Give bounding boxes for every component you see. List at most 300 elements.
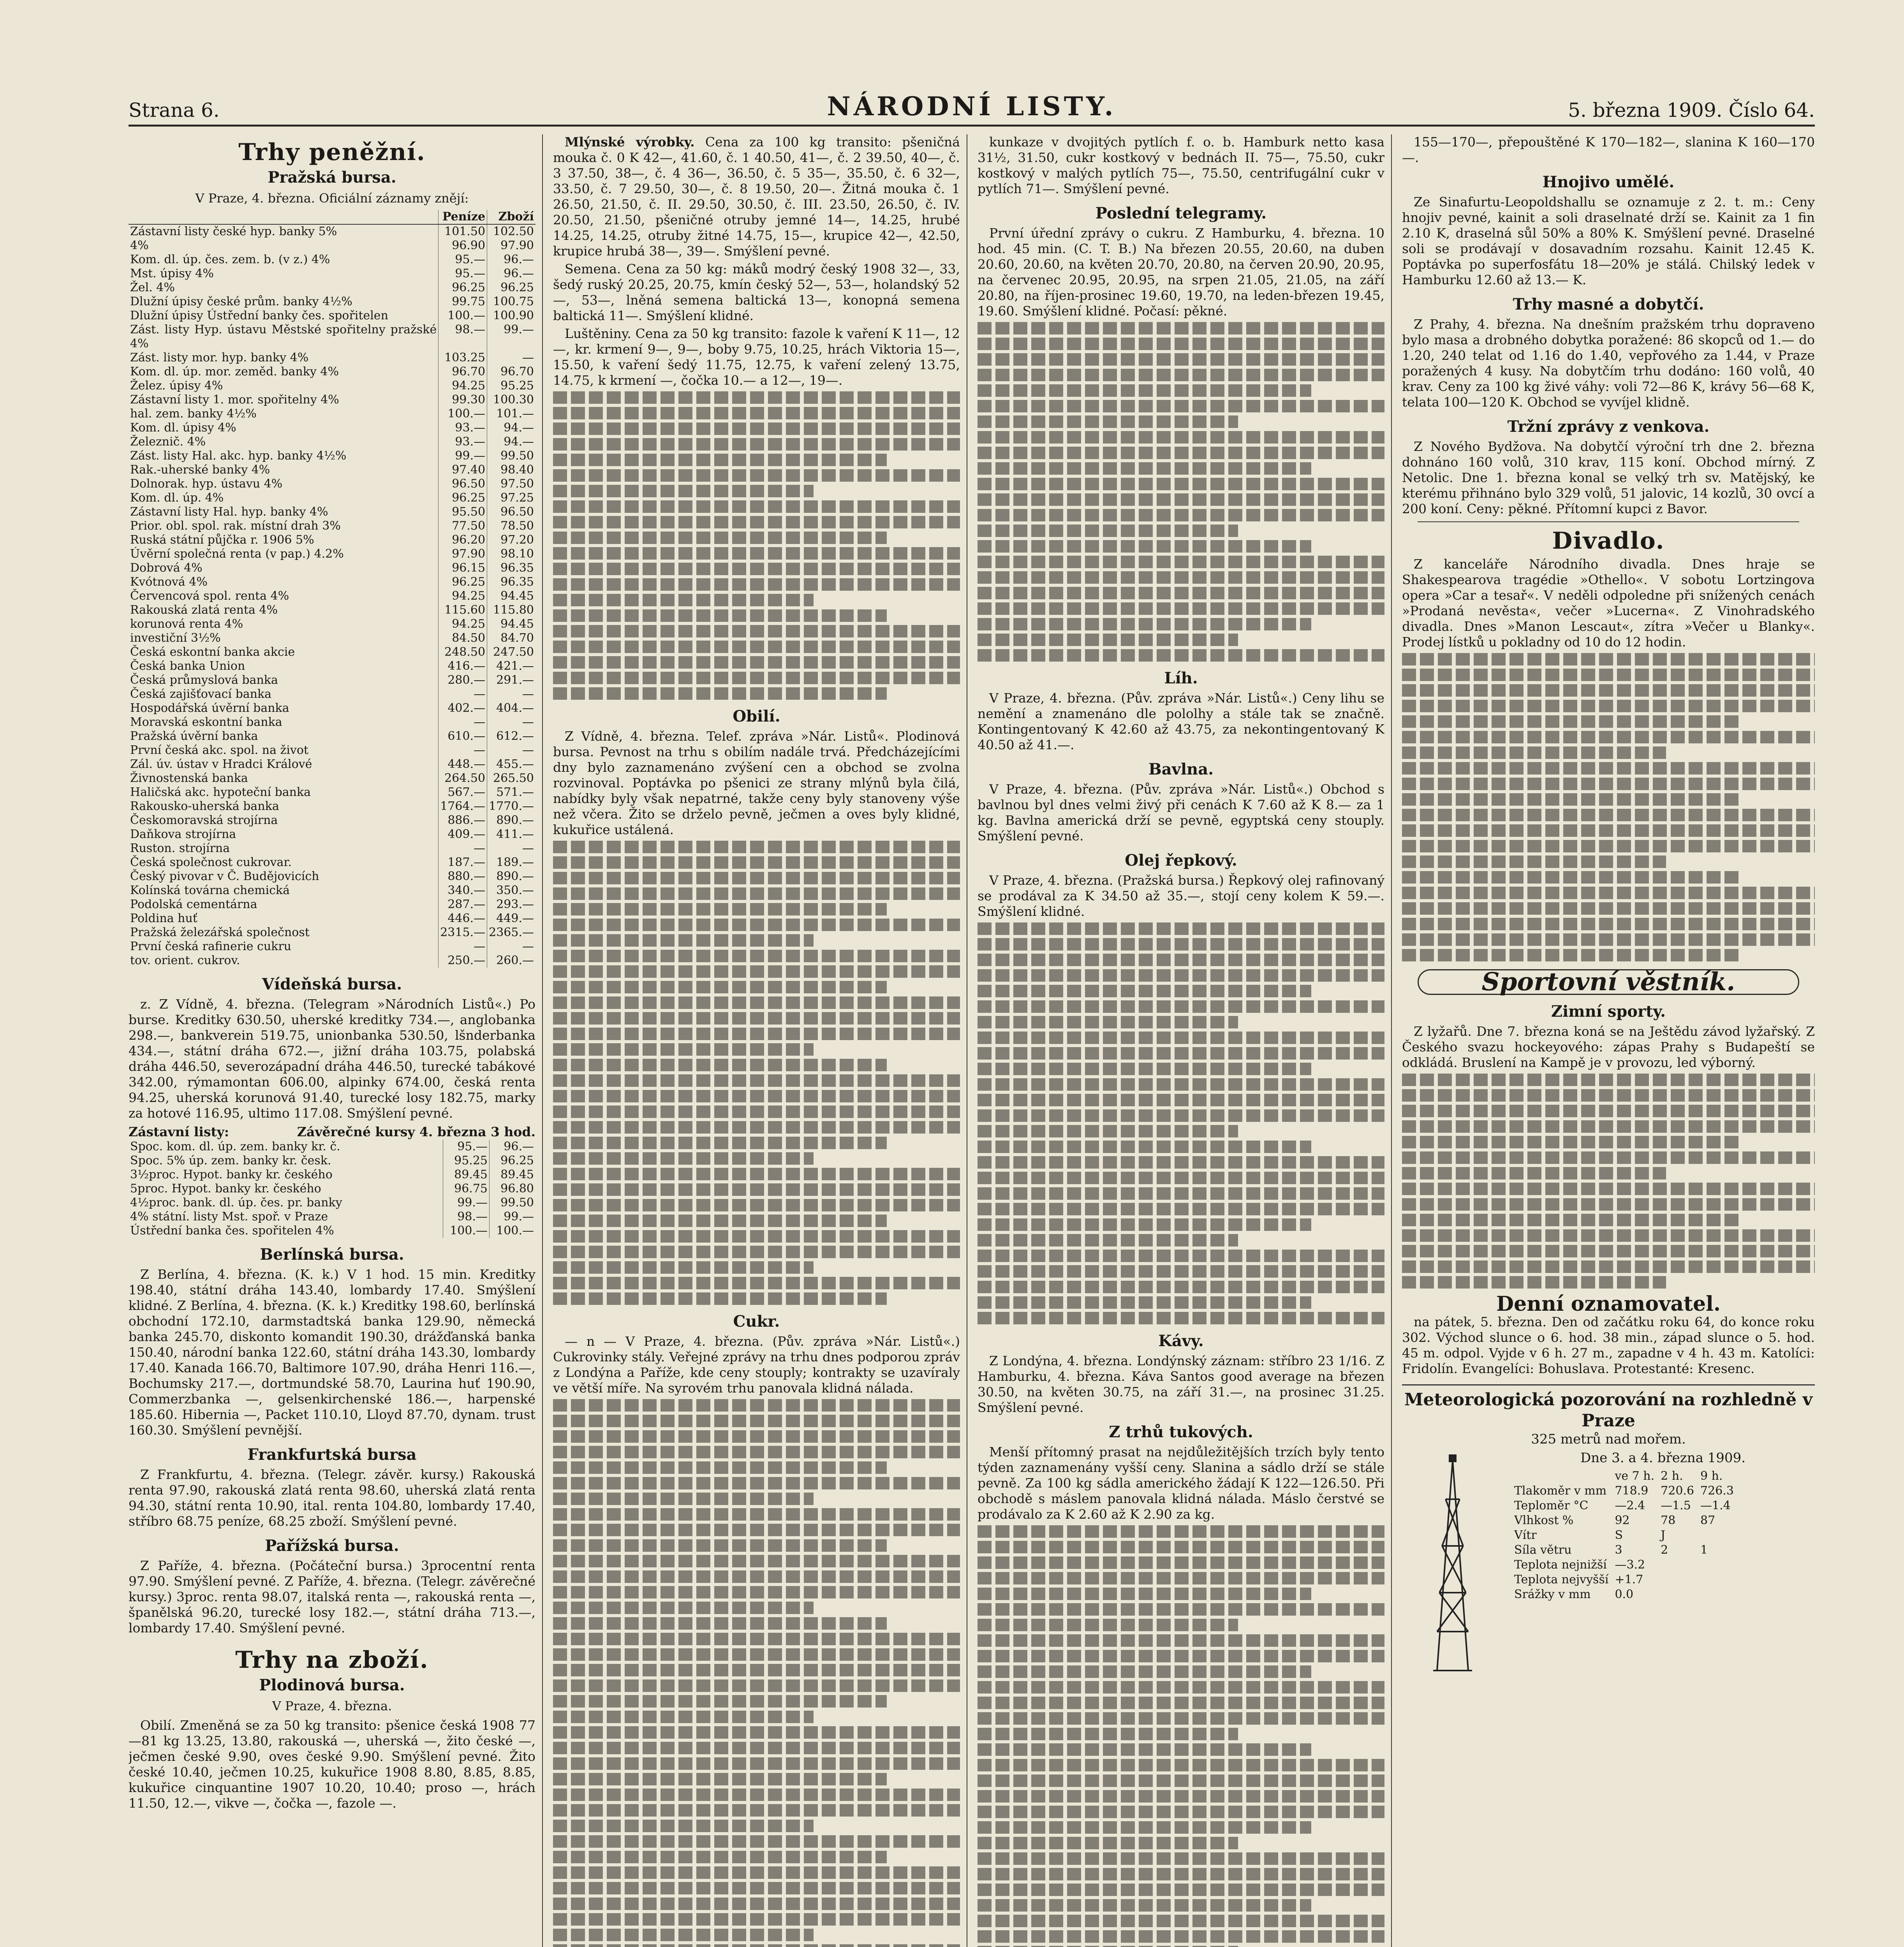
table-cell: 100.— xyxy=(490,1224,536,1238)
table-cell: korunová renta 4% xyxy=(130,617,243,631)
table-cell: 4% státní. listy Mst. spoř. v Praze xyxy=(130,1210,328,1223)
text-line-placeholder xyxy=(978,462,1311,475)
table-cell: 96.15 xyxy=(439,561,487,575)
table-cell: Vítr xyxy=(1514,1528,1537,1542)
table-cell: Pražská železářská společnost xyxy=(130,926,310,939)
table-cell: 2 xyxy=(1661,1543,1668,1557)
table-cell: 726.3 xyxy=(1700,1484,1734,1498)
text-line-placeholder xyxy=(1402,1260,1815,1273)
text-line-placeholder xyxy=(978,1265,1384,1278)
table-header: ve 7 h. xyxy=(1615,1469,1655,1483)
table-cell: 340.— xyxy=(439,884,487,898)
text-line-placeholder xyxy=(553,469,960,482)
table-cell: 189.— xyxy=(487,856,535,870)
table-row xyxy=(129,281,535,295)
section-title: Olej řepkový. xyxy=(1125,851,1237,870)
table-cell: 5proc. Hypot. banky kr. českého xyxy=(130,1182,321,1195)
text-line-placeholder xyxy=(978,1525,1384,1538)
table-cell: Haličská akc. hypoteční banka xyxy=(130,785,311,799)
table-cell: —3.2 xyxy=(1615,1558,1645,1572)
inline-heading: Mlýnské výrobky. xyxy=(565,134,695,150)
text-line-placeholder xyxy=(1402,1136,1740,1148)
table-cell: Dobrová 4% xyxy=(130,561,203,575)
table-row xyxy=(129,295,535,309)
text-line-placeholder xyxy=(553,1277,960,1289)
table-row xyxy=(129,785,535,799)
table-cell: 1764.— xyxy=(439,799,487,813)
table-cell: 446.— xyxy=(439,912,487,926)
table-row xyxy=(129,253,535,267)
text-line-placeholder xyxy=(553,1898,960,1910)
text-line-placeholder xyxy=(553,407,960,419)
table-cell: 102.50 xyxy=(487,224,535,239)
text-line-placeholder xyxy=(553,1742,960,1754)
table-cell: 96.25 xyxy=(439,491,487,505)
text-line-placeholder xyxy=(553,1261,814,1274)
table-cell: 99.75 xyxy=(439,295,487,309)
table-cell: 416.— xyxy=(439,659,487,673)
text-line-placeholder xyxy=(553,1106,960,1118)
article-text: Z Berlína, 4. března. (K. k.) V 1 hod. 15 min. Kreditky 198.40, státní dráha 143.40, lombardy 17.40. Smýšlení klidné. Z Berlína, 4. března. (K. k.) Kreditky 198.60, berlínská obchodní 172.10, darmstadtská banka 129.90, německá banka 245.70, diskonto komandit 190.30, drážďanská banka 150.40, národní banka 122.60, státní dráha 143.30, lombardy 17.40. Kanada 166.70, Baltimore 107.90, dráha Henri 116.—, Bochumsky 217.—, dortmundské 58.70, Laurina huť 190.90, Commerzbanka —, gelsenkirchenské 186.—, harpenské 185.60. Hibernia —, Packet 110.10, Lloyd 87.70, dynam. trust 160.30. Smýšlení pevnější. xyxy=(129,1267,535,1438)
text-line-placeholder xyxy=(1402,887,1815,899)
table-cell: 720.6 xyxy=(1661,1484,1694,1498)
table-cell: 97.50 xyxy=(487,477,535,491)
pledge-title: Zástavní listy: xyxy=(129,1124,229,1139)
table-row xyxy=(1511,1543,1737,1558)
table-cell: 187.— xyxy=(439,856,487,870)
table-cell: Ruská státní půjčka r. 1906 5% xyxy=(130,533,314,547)
text-line-placeholder xyxy=(553,422,960,435)
text-line-placeholder xyxy=(553,1789,960,1801)
section-title: Cukr. xyxy=(733,1312,780,1331)
text-line-placeholder xyxy=(553,1539,887,1552)
text-line-placeholder xyxy=(1402,1151,1815,1164)
table-cell: 886.— xyxy=(439,813,487,827)
text-line-placeholder xyxy=(553,1074,960,1087)
table-row xyxy=(129,239,535,253)
table-row xyxy=(129,715,535,729)
table-cell: První česká akc. spol. na život xyxy=(130,743,308,757)
article-text: Semena. Cena za 50 kg: máků modrý český 1908 32—, 33, šedý ruský 20.25, 20.75, kmín český 52—, 53—, holandský 52—, 53—, lněná semena baltická 13—, konopná semena baltická 11—. Smýšlení klidné. xyxy=(553,261,960,323)
table-cell: 96.90 xyxy=(439,239,487,253)
table-cell: 264.50 xyxy=(439,771,487,785)
article-text: na pátek, 5. března. Den od začátku roku 64, do konce roku 302. Východ slunce o 6. hod. 38 min., západ slunce o 5. hod. 45 m. odpol. Vyjde v 6 h. 27 m., zapadne v 4 h. 43 m. Katolíci: Fridolín. Evangelíci: Bohuslava. Protestanté: Kresenc. xyxy=(1402,1314,1815,1376)
table-cell: 94.45 xyxy=(487,589,535,603)
column-2 xyxy=(553,134,960,1947)
text-line-placeholder xyxy=(1402,1105,1815,1117)
article-text: Z Vídně, 4. března. Telef. zpráva »Nár. Listů«. Plodinová bursa. Pevnost na trhu s obilím nadále trvá. Předcházejícími dny bylo zaznamenáno zvýšení cen a obchod se zvolna rozvinoval. Poptávka po pšenici ze strany mlýnů byla čilá, nabídky byly však nepatrné, takže ceny byly stanoveny výše než včera. Žito se drželo pevně, ječmen a oves byly klidné, kukuřice ustálená. xyxy=(553,729,960,837)
table-cell: 97.90 xyxy=(439,547,487,561)
table-cell: investiční 3½% xyxy=(130,631,221,645)
table-cell: Hospodářská úvěrní banka xyxy=(130,701,289,715)
pledge-heading xyxy=(129,1124,535,1140)
table-cell: 100.75 xyxy=(487,295,535,309)
text-line-placeholder xyxy=(1402,793,1740,806)
table-row xyxy=(129,912,535,926)
table-row xyxy=(129,393,535,407)
table-header: Peníze xyxy=(439,210,487,224)
table-cell: Kom. dl. úpisy 4% xyxy=(130,421,236,435)
table-header: 2 h. xyxy=(1661,1469,1683,1483)
exchange-rates-table xyxy=(129,210,535,968)
text-line-placeholder xyxy=(1402,653,1815,665)
section-subtitle: Plodinová bursa. xyxy=(259,1676,405,1694)
table-row xyxy=(129,1210,535,1224)
text-line-placeholder xyxy=(978,415,1238,428)
text-line-placeholder xyxy=(978,1884,1384,1896)
table-cell: Český pivovar v Č. Budějovicích xyxy=(130,870,319,883)
text-line-placeholder xyxy=(978,1094,1384,1106)
table-cell: 101.— xyxy=(487,407,535,421)
table-row xyxy=(129,1154,535,1168)
text-line-placeholder xyxy=(553,1929,814,1941)
table-row xyxy=(129,757,535,771)
section-title: Tržní zprávy z venkova. xyxy=(1507,417,1710,436)
table-row xyxy=(1511,1558,1737,1572)
text-line-placeholder xyxy=(553,1695,887,1708)
table-row xyxy=(129,617,535,631)
table-cell: 96.25 xyxy=(490,1154,536,1168)
table-header: 9 h. xyxy=(1700,1469,1723,1483)
article-text: kunkaze v dvojitých pytlích f. o. b. Hamburk netto kasa 31½, 31.50, cukr kostkový v bednách II. 75—, 75.50, cukr kostkový v malých pytlích 75—, 75.50, centrifugální cukr v pytlích 71—. Smýšlení pevné. xyxy=(978,134,1384,196)
text-line-placeholder xyxy=(978,1250,1384,1262)
text-line-placeholder xyxy=(553,391,960,404)
text-line-placeholder xyxy=(553,641,960,653)
text-line-placeholder xyxy=(978,649,1384,662)
text-line-placeholder xyxy=(1402,1074,1815,1086)
table-cell: Zást. listy mor. hyp. banky 4% xyxy=(130,351,309,364)
table-cell: 455.— xyxy=(487,757,535,771)
table-cell: 571.— xyxy=(487,785,535,799)
text-line-placeholder xyxy=(553,919,960,931)
text-line-placeholder xyxy=(978,587,1384,599)
text-line-placeholder xyxy=(553,872,960,884)
text-line-placeholder xyxy=(553,454,887,466)
text-line-placeholder xyxy=(978,431,1384,444)
table-row xyxy=(129,379,535,393)
table-cell: 100.30 xyxy=(487,393,535,407)
text-line-placeholder xyxy=(1402,949,1740,961)
text-line-placeholder xyxy=(978,969,1384,982)
text-line-placeholder xyxy=(553,965,960,978)
section-title: Zimní sporty. xyxy=(1551,1002,1666,1021)
text-line-placeholder xyxy=(553,1944,960,1947)
table-cell: 96.80 xyxy=(490,1182,536,1196)
text-line-placeholder xyxy=(553,856,960,869)
text-line-placeholder xyxy=(553,1757,960,1770)
text-line-placeholder xyxy=(978,1603,1384,1616)
text-line-placeholder xyxy=(978,1234,1238,1246)
masthead-title: NÁRODNÍ LISTY. xyxy=(827,91,1117,121)
table-row xyxy=(129,659,535,673)
text-line-placeholder xyxy=(553,1183,960,1196)
article-text: z. Z Vídně, 4. března. (Telegram »Národních Listů«.) Po burse. Kreditky 630.50, uherské kreditky 734.—, anglobanka 298.—, bankverein 519.75, unionbanka 530.50, lšnderbanka 434.—, státní dráha 672.—, jižní dráha 103.75, polabská dráha 446.50, severozápadní dráha 446.50, turecké tabákové 342.00, rýmamontan 606.00, alpinky 674.00, česká renta 94.25, uherská korunová 91.40, turecké losy 182.75, marky za hotové 116.95, ultimo 117.08. Smýšlení pevné. xyxy=(129,996,535,1121)
table-row xyxy=(129,1196,535,1210)
table-row xyxy=(129,505,535,519)
table-cell: Žel. 4% xyxy=(130,281,175,294)
table-row xyxy=(129,533,535,547)
article-text: Luštěniny. Cena za 50 kg transito: fazole k vaření K 11—, 12—, kr. krmení 9—, 9—, boby 9.75, 10.25, hrách Viktoria 15—, 15.50, k vaření šedý 11.75, 12.75, k vaření zelený 13.75, 14.75, k krmení —, čočka 10.— a 12—, 19—. xyxy=(553,326,960,388)
table-cell: Česká eskontní banka akcie xyxy=(130,645,295,659)
text-line-placeholder xyxy=(978,1572,1384,1584)
table-cell: Zást. listy Hal. akc. hyp. banky 4½% xyxy=(130,449,347,463)
text-line-placeholder xyxy=(553,1415,960,1427)
text-line-placeholder xyxy=(978,1868,1384,1880)
text-line-placeholder xyxy=(978,1728,1238,1740)
article-text: Z Nového Bydžova. Na dobytčí výroční trh dne 2. března dohnáno 160 volů, 310 krav, 115 koní. Obchod mírný. Z Netolic. Dne 1. března konal se velký trh sv. Matějský, ke kterému přihnáno bylo 329 volů, 51 jalovic, 14 kozlů, 30 ovcí a 200 koní. Ceny: pěkné. Přítomní kupci z Bavor. xyxy=(1402,439,1815,516)
table-row xyxy=(129,1224,535,1238)
table-cell: Tlakoměr v mm xyxy=(1514,1484,1607,1498)
text-line-placeholder xyxy=(553,594,814,606)
text-line-placeholder xyxy=(1402,1214,1740,1226)
table-cell xyxy=(1697,1572,1737,1587)
text-line-placeholder xyxy=(978,1650,1384,1662)
table-row xyxy=(129,365,535,379)
text-line-placeholder xyxy=(978,1774,1384,1787)
text-line-placeholder xyxy=(553,1773,887,1785)
table-cell: 77.50 xyxy=(439,519,487,533)
text-line-placeholder xyxy=(553,1726,960,1739)
text-line-placeholder xyxy=(553,1570,960,1583)
text-line-placeholder xyxy=(978,1063,1311,1075)
table-row xyxy=(129,631,535,645)
text-line-placeholder xyxy=(978,1915,1384,1927)
text-line-placeholder xyxy=(553,903,887,915)
text-line-placeholder xyxy=(553,1664,960,1676)
weather-table xyxy=(1511,1469,1737,1602)
text-line-placeholder xyxy=(553,1012,960,1025)
text-line-placeholder xyxy=(978,1556,1384,1569)
page-header xyxy=(129,90,1815,127)
table-cell: 96.50 xyxy=(487,505,535,519)
table-row xyxy=(1511,1587,1737,1602)
table-cell: Zástavní listy 1. mor. spořitelny 4% xyxy=(130,393,339,407)
text-line-placeholder xyxy=(553,500,960,513)
table-cell: Želez. úpisy 4% xyxy=(130,379,223,393)
table-cell: 3 xyxy=(1615,1543,1622,1557)
text-line-placeholder xyxy=(978,1681,1384,1694)
table-cell: 89.45 xyxy=(490,1168,536,1182)
table-cell: 93.— xyxy=(439,435,487,449)
text-line-placeholder xyxy=(1402,669,1815,681)
table-cell: Síla větru xyxy=(1514,1543,1572,1557)
table-row xyxy=(129,435,535,449)
text-line-placeholder xyxy=(978,1141,1311,1153)
table-row xyxy=(129,940,535,954)
table-cell: Kolínská továrna chemická xyxy=(130,884,290,897)
table-cell: Železnič. 4% xyxy=(130,435,206,449)
table-cell: J xyxy=(1661,1528,1666,1542)
text-line-placeholder xyxy=(978,369,1384,381)
table-cell: 97.40 xyxy=(439,463,487,477)
table-cell: 96.25 xyxy=(439,281,487,295)
section-title: Frankfurtská bursa xyxy=(247,1445,417,1464)
table-cell: 98.— xyxy=(439,323,487,351)
column-divider xyxy=(542,134,543,1947)
table-cell: Teploměr °C xyxy=(1514,1499,1589,1512)
text-line-placeholder xyxy=(978,1109,1384,1122)
text-line-placeholder xyxy=(978,1218,1311,1231)
table-cell: Česká banka Union xyxy=(130,659,245,673)
pledge-table xyxy=(129,1140,535,1238)
table-header: Zboží xyxy=(487,210,535,224)
table-cell xyxy=(1697,1558,1737,1572)
text-line-placeholder xyxy=(978,1187,1384,1200)
article-body: Cena za 100 kg transito: pšeničná mouka č. 0 K 42—, 41.60, č. 1 40.50, 41—, č. 2 39.50, 40—, č. 3 37.50, 38—, č. 4 36—, 36.50, č. 5 35—, 35.50, č. 6 32—, 33.50, č. 7 29.50, 30—, č. 8 19.50, 20—. Žitná mouka č. 1 26.50, 21.50, č. II. 29.50, 30.50, č. III. 23.50, 26.50, č. IV. 20.50, 21.50, pšeničné otruby jemné 14—, 14.25, hrubé 14.25, 14.25, otruby žitné 14.75, 15—, krupice 42—, 42.50, krupice hrubá 38—, 39—. Smýšlení pevné. xyxy=(553,134,960,259)
table-cell: Poldina huť xyxy=(130,912,197,925)
table-cell: 293.— xyxy=(487,898,535,912)
table-row xyxy=(129,729,535,743)
article-text: Obilí. Zmeněná se za 50 kg transito: pšenice česká 1908 77—81 kg 13.25, 13.80, rakouská —, uherská —, žito české —, ječmen české 9.90, oves české 9.90. Smýšlení pevné. Žito české 10.40, ječmen 10.25, kukuřice 1908 8.80, 8.85, 8.85, kukuřice cinquantine 1907 10.20, 10.40; proso —, hrách 11.50, 12.—, vikve —, čočka —, fazole —. xyxy=(129,1718,535,1811)
text-line-placeholder xyxy=(978,1697,1384,1709)
section-title: Líh. xyxy=(1164,669,1198,687)
table-row xyxy=(129,561,535,575)
text-line-placeholder xyxy=(553,438,960,451)
text-line-placeholder xyxy=(1402,1276,1666,1289)
table-cell: 402.— xyxy=(439,701,487,715)
text-line-placeholder xyxy=(553,1820,814,1832)
table-row xyxy=(1511,1572,1737,1587)
text-line-placeholder xyxy=(553,1215,887,1227)
table-cell: 94.45 xyxy=(487,617,535,631)
text-line-placeholder xyxy=(553,1246,960,1258)
text-line-placeholder xyxy=(978,384,1311,397)
table-cell: Dlužní úpisy české prům. banky 4½% xyxy=(130,295,352,308)
text-line-placeholder xyxy=(978,1837,1238,1849)
text-line-placeholder xyxy=(553,1804,960,1817)
text-line-placeholder xyxy=(978,1712,1384,1725)
weather-title: Meteorologická pozorování na rozhledně v Praze xyxy=(1404,1390,1813,1431)
table-cell: —1.5 xyxy=(1661,1499,1691,1512)
table-cell: 1770.— xyxy=(487,799,535,813)
section-title: Bavlna. xyxy=(1148,760,1214,778)
issue-date: 5. března 1909. Číslo 64. xyxy=(1568,99,1815,121)
text-line-placeholder xyxy=(553,672,960,684)
table-cell: 103.25 xyxy=(439,351,487,365)
table-header xyxy=(1511,1469,1612,1484)
text-line-placeholder xyxy=(978,954,1384,966)
table-cell: tov. orient. cukrov. xyxy=(130,954,240,967)
table-cell: hal. zem. banky 4½% xyxy=(130,407,257,421)
table-cell: 96.50 xyxy=(439,477,487,491)
table-cell: 265.50 xyxy=(487,771,535,785)
section-title: Obilí. xyxy=(733,707,780,725)
article-text: Z Prahy, 4. března. Na dnešním pražském trhu dopraveno bylo masa a drobného dobytka poražené: 86 skopců od 1.— do 1.20, 240 telat od 1.16 do 1.40, vepřového za 1.44, v Praze poražených 4 kusy. Na dobytčím trhu dodáno: 160 volů, 40 krav. Ceny za 100 kg živé váhy: voli 72—86 K, krávy 56—68 K, telata 100—120 K. Obchod se vyvíjel klidně. xyxy=(1402,317,1815,410)
text-line-placeholder xyxy=(978,1743,1311,1756)
table-cell: 404.— xyxy=(487,701,535,715)
text-line-placeholder xyxy=(978,400,1384,412)
table-cell: 449.— xyxy=(487,912,535,926)
table-header xyxy=(129,210,439,224)
table-row xyxy=(1511,1513,1737,1528)
table-cell: 99.30 xyxy=(439,393,487,407)
table-row xyxy=(129,1140,535,1154)
text-line-placeholder xyxy=(553,547,960,560)
table-cell: 99.— xyxy=(487,323,535,351)
table-cell: Teplota nejvyšší xyxy=(1514,1573,1609,1586)
section-subtitle: Pražská bursa. xyxy=(268,168,396,187)
table-cell: Vlhkost % xyxy=(1514,1514,1574,1527)
table-cell: 96.20 xyxy=(439,533,487,547)
table-cell: Zást. listy Hyp. ústavu Městské spořitelny pražské 4% xyxy=(130,323,437,350)
text-line-placeholder xyxy=(1402,871,1740,884)
text-line-placeholder xyxy=(1402,1183,1815,1195)
table-cell: 100.90 xyxy=(487,309,535,323)
table-cell: — xyxy=(487,940,535,954)
table-cell: 248.50 xyxy=(439,645,487,659)
table-cell: S xyxy=(1615,1528,1623,1542)
table-cell: 96.— xyxy=(487,267,535,281)
text-line-placeholder xyxy=(978,1203,1384,1215)
text-line-placeholder xyxy=(553,687,887,700)
text-line-placeholder xyxy=(553,950,960,962)
table-cell: 84.50 xyxy=(439,631,487,645)
table-cell: — xyxy=(439,743,487,757)
table-cell: 95.— xyxy=(443,1140,490,1154)
text-line-placeholder xyxy=(553,1633,960,1645)
text-line-placeholder xyxy=(553,1446,960,1458)
text-line-placeholder xyxy=(553,625,960,637)
text-line-placeholder xyxy=(978,1541,1384,1553)
table-cell: — xyxy=(487,687,535,701)
table-row xyxy=(129,1168,535,1182)
text-line-placeholder xyxy=(1402,902,1815,915)
section-title: Kávy. xyxy=(1158,1332,1204,1350)
table-cell: 94.25 xyxy=(439,589,487,603)
table-cell: Ústřední banka čes. spořitelen 4% xyxy=(130,1224,334,1238)
text-line-placeholder xyxy=(553,841,960,853)
text-line-placeholder xyxy=(978,1930,1384,1943)
text-line-placeholder xyxy=(553,1059,887,1071)
text-line-placeholder xyxy=(978,1759,1384,1771)
table-cell: 94.— xyxy=(487,435,535,449)
text-line-placeholder xyxy=(553,516,960,528)
table-cell: 96.70 xyxy=(487,365,535,379)
article-text: První úřední zprávy o cukru. Z Hamburku, 4. března. 10 hod. 45 min. (C. T. B.) Na březen 20.55, 20.60, na duben 20.60, 20.60, na květen 20.70, 20.80, na červen 20.90, 20.95, na červenec 20.95, 20.95, na srpen 21.05, 21.05, na září 20.80, na říjen-prosinec 19.60, 19.70, na leden-březen 19.45, 19.60. Smýšlení klidné. Počasí: pěkné. xyxy=(978,225,1384,319)
table-cell: 87 xyxy=(1700,1514,1716,1527)
table-cell: 95.25 xyxy=(443,1154,490,1168)
table-cell: 94.25 xyxy=(439,379,487,393)
text-line-placeholder xyxy=(978,478,1384,490)
table-cell: Kom. dl. úp. 4% xyxy=(130,491,224,505)
table-cell: 98.10 xyxy=(487,547,535,561)
text-line-placeholder xyxy=(978,1665,1311,1678)
table-row xyxy=(129,547,535,561)
section-title: Z trhů tukových. xyxy=(1109,1423,1253,1441)
text-line-placeholder xyxy=(1402,1089,1815,1102)
table-row xyxy=(129,267,535,281)
text-line-placeholder xyxy=(978,618,1311,630)
text-line-placeholder xyxy=(978,1588,1311,1600)
text-line-placeholder xyxy=(553,485,814,497)
text-line-placeholder xyxy=(553,996,960,1009)
text-line-placeholder xyxy=(978,1821,1311,1834)
article-text: Z lyžařů. Dne 7. března koná se na Ještědu závod lyžařský. Z Českého svazu hockeyového: zápas Prahy s Budapeští se odkládá. Bruslení na Kampě je v provozu, led výborný. xyxy=(1402,1024,1815,1070)
text-line-placeholder xyxy=(553,563,960,575)
text-line-placeholder xyxy=(1402,778,1815,790)
table-cell: Podolská cementárna xyxy=(130,898,257,911)
section-title: Hnojivo umělé. xyxy=(1542,173,1675,191)
table-cell: Česká zajišťovací banka xyxy=(130,687,272,701)
table-row xyxy=(129,645,535,659)
table-cell: — xyxy=(439,715,487,729)
text-line-placeholder xyxy=(553,1028,960,1040)
table-row xyxy=(129,224,535,239)
table-cell: 93.— xyxy=(439,421,487,435)
table-row xyxy=(129,673,535,687)
table-cell: 880.— xyxy=(439,870,487,884)
text-line-placeholder xyxy=(978,1790,1384,1803)
